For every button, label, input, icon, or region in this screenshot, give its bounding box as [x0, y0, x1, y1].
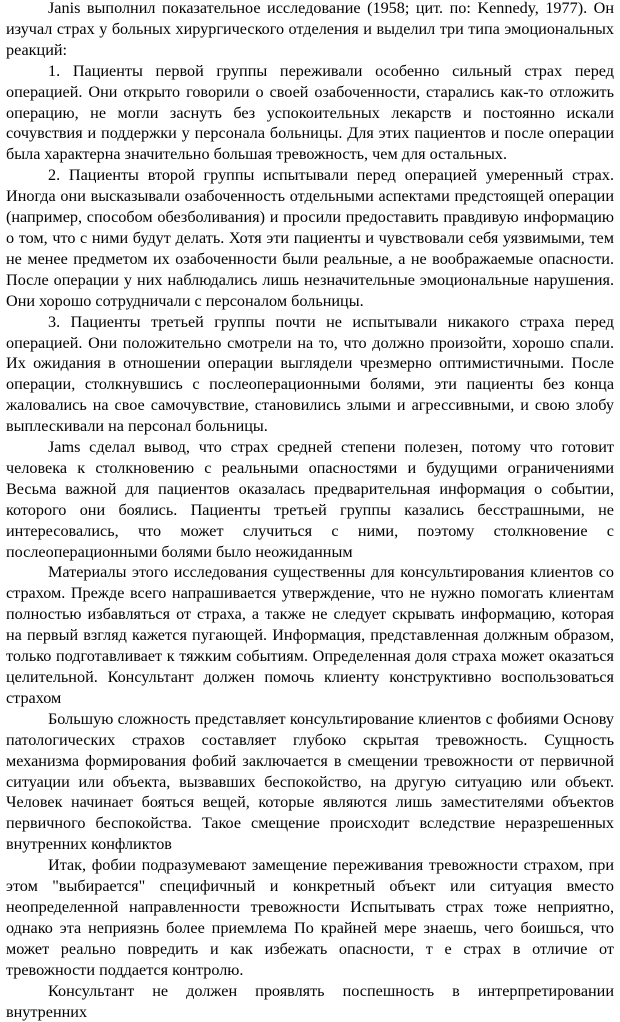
paragraph-group-2: 2. Пациенты второй группы испытывали перед операцией умеренный страх. Иногда они высказывали озабоченность отдельными аспектами предстоящей операции (например, способом обезболивания) и просили предоставить правдивую информацию о том, что с ними будут делать. Хотя эти пациенты и чувствовали себя уязвимыми, тем не менее предметом их озабоченности были реальные, а не воображаемые опасности. После операции у них наблюдались лишь незначительные эмоциональные нарушения. Они хорошо сотрудничали с персоналом больницы.: [6, 166, 614, 310]
paragraph-consultant: Консультант не должен проявлять поспешность в интерпретировании внутренних: [6, 981, 614, 1021]
paragraph-group-1: 1. Пациенты первой группы переживали особенно сильный страх перед операцией. Они открыто говорили о своей озабоченности, старались как-то отложить операцию, не могли заснуть без успокоительных лекарств и постоянно искали сочувствия и поддержки у персонала больницы. Для этих пациентов и после операции была характерна значительно большая тревожность, чем для остальных.: [6, 61, 614, 164]
paragraph-group-3: 3. Пациенты третьей группы почти не испытывали никакого страха перед операцией. Они положительно смотрели на то, что должно произойти, хорошо спали. Их ожидания в отношении операции выглядели чрезмерно оптимистичными. После операции, столкнувшись с послеоперационными болями, эти пациенты без конца жаловались на свое самочувствие, становились злыми и агрессивными, и свою злобу выплескивали на персонал больницы.: [6, 312, 614, 436]
paragraph-phobias: Большую сложность представляет консультирование клиентов с фобиями Основу патологических страхов составляет глубоко скрытая тревожность. Сущность механизма формирования фобий заключается в смещении тревожности от первичной ситуации или объекта, вызвавших беспокойство, на другую ситуацию или объект. Человек начинает бояться вещей, которые являются лишь заместителями объектов первичного беспокойства. Такое смещение происходит вследствие неразрешенных внутренних конфликтов: [6, 709, 614, 854]
paragraph-fear-substitution: Итак, фобии подразумевают замещение переживания тревожности страхом, при этом "выбирается" специфичный и конкретный объект или ситуация вместо неопределенной направленности тревожности Испытывать страх тоже неприятно, однако эта неприязнь более приемлема По крайней мере знаешь, чего боишься, что может реально повредить и как избежать опасности, т е страх в отличие от тревожности поддается контролю.: [6, 856, 614, 979]
paragraph-conclusion: Jams сделал вывод, что страх средней степени полезен, потому что готовит человека к столкновению с реальными опасностями и будущими ограничениями Весьма важной для пациентов оказалась предварительная информация о событии, которого они боялись. Пациенты третьей группы казались бесстрашными, не интересовались, что может случиться с ними, поэтому столкновение с послеоперационными болями было неожиданным: [6, 438, 614, 561]
paragraph-janis-study: Janis выполнил показательное исследование (1958; цит. по: Kennedy, 1977). Он изучал страх у больных хирургического отделения и выделил три типа эмоциональных реакций:: [6, 0, 614, 59]
paragraph-materials: Материалы этого исследования существенны для консультирования клиентов со страхом. Прежде всего напрашивается утверждение, что не нужно помогать клиентам полностью избавляться от страха, а также не следует скрывать информацию, которая на первый взгляд кажется пугающей. Информация, представленная должным образом, только подготавливает к тяжким событиям. Определенная доля страха может оказаться целительной. Консультант должен помочь клиенту конструктивно воспользоваться страхом: [6, 563, 614, 707]
